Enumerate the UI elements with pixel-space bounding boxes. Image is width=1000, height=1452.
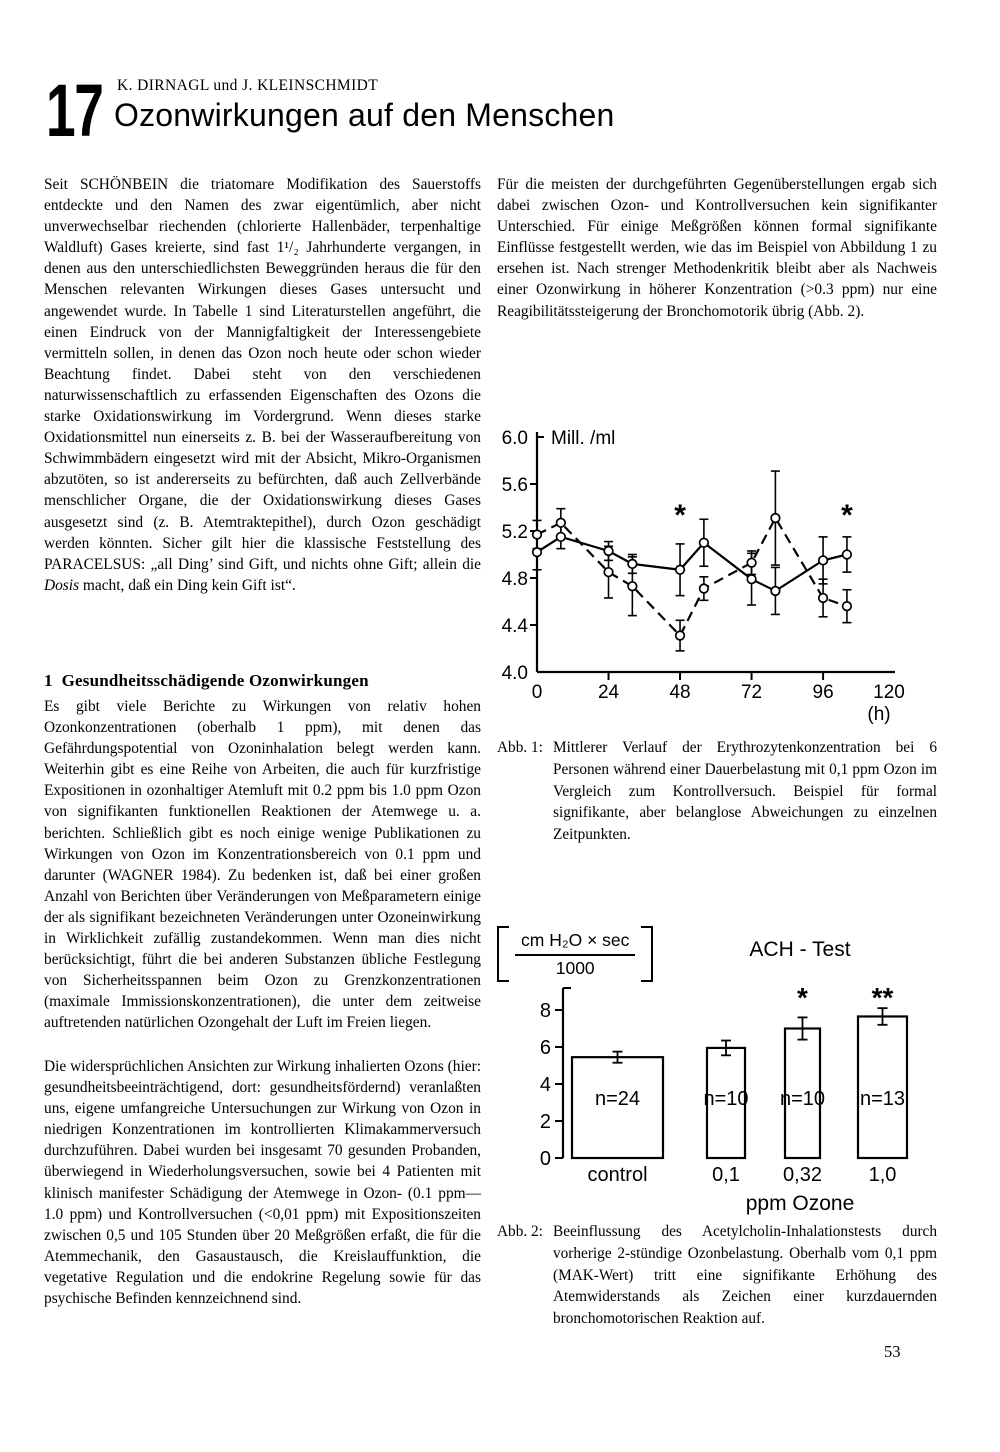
svg-text:48: 48 [669,682,691,703]
fig2-unit-label [497,926,653,982]
svg-text:6: 6 [539,1037,551,1059]
left-bracket [497,926,509,982]
fig1-chart [497,420,937,732]
fig2-caption-text: Beeinflussung des Acetylcholin-Inhalationstests durch vorherige 2-stündige Ozonbelastung. Oberhalb vom 0,1 ppm (MAK-Wert) tritt eine signifikante Erhöhung des Atemwiderstands als Zeichen einer kurzdauernden bronchomotorischen Reaktion auf. [553,1223,937,1328]
svg-text:n=10: n=10 [779,1088,826,1110]
svg-text:5.6: 5.6 [501,475,528,496]
svg-text:*: * [841,498,853,532]
svg-text:*: * [674,498,686,532]
svg-text:n=10: n=10 [703,1088,749,1110]
unit-fraction [509,926,641,982]
unit-numerator: cm H₂O × sec [515,929,635,956]
svg-text:control: control [587,1164,648,1186]
authors-line: K. DIRNAGL und J. KLEINSCHMIDT [117,77,379,94]
svg-text:96: 96 [812,682,834,703]
svg-text:0: 0 [531,682,543,703]
fig1-chart-svg [497,420,937,732]
svg-text:**: ** [871,982,894,1013]
left-paragraph-3: Die widersprüchlichen Ansichten zur Wirkung inhalierten Ozons (hier: gesundheitsbeeinträchtigend, dort: gesundheitsfördernd) veranlaßten uns, eigene umfangreiche Untersuchungen zur Wirkung von Ozon in niedrigen Konzentrationen im kontrollierten Klimakammerversuch durchzuführen. Dabei wurden bei insgesamt 70 gesunden Probanden, überwiegend in Wiederholungsversuchen, sowie bei 4 Patienten mit klinisch manifester Schädigung der Atemwege in Ozon- (0.1 ppm—1.0 ppm) und Kontrollversuchen (<0,01 ppm) mit Expositionszeiten zwischen 0,5 und 105 Stunden über 20 Meßgrößen erfaßt, die für die Atemmechanik, den Gasaustausch, die Kreislauffunktion, die vegetative Regulation und die endokrine Regelung sowie für das psychische Befinden kennzeichnend sind. [44,1058,481,1308]
svg-text:*: * [797,982,808,1013]
svg-text:8: 8 [539,1000,551,1022]
svg-text:1,0: 1,0 [868,1164,897,1186]
section-heading: 1 Gesundheitsschädigende Ozonwirkungen [44,671,369,690]
svg-text:5.2: 5.2 [501,522,528,543]
left-paragraph-2: Es gibt viele Berichte zu Wirkungen von relativ hohen Ozonkonzentrationen (oberhalb 1 ppm), mit denen das Gefährdungspotential von Ozoninhalation belegt werden kann. Weiterhin gibt es eine Reihe von Arbeiten, die auch für kurzfristige Expositionen in ozonhaltiger Atemluft mit 0.2 ppm bis 1.0 ppm Ozon von signifikanten funktionellen Reaktionen der Atemwege u. a. berichten. Schließlich gibt es noch einige wenige Publikationen zu Wirkungen von Ozon im Konzentrationsbereich von 0.1 ppm und darunter (WAGNER 1984). Zu bedenken ist, daß bei einer großen Anzahl von Berichten über Veränderungen von Meßparametern einige der als signifikant bezeichneten Veränderungen unter Ozoneinwirkung in Wirklichkeit zufällig zustandekommen. Wenn man dies nicht berücksichtigt, führt die bei anderen Substanzen übliche Festlegung von Sicherheitsspannen beim Ozon zu Grenzkonzentrationen (maximale Immissionskonzentrationen), die unter dem zeitweise auftretenden natürlichen Ozongehalt der Luft im Freien liegen. [44,698,481,1032]
svg-text:4.8: 4.8 [501,569,528,590]
svg-text:24: 24 [597,682,620,703]
right-paragraph-1: Für die meisten der durchgeführten Gegenüberstellungen ergab sich dabei zwischen Ozon- und Kontrollversuchen kein signifikanter Unterschied. Für einige Meßgrößen können formal signifikante Einflüsse festgestellt werden, wie das im Beispiel von Abbildung 1 zu ersehen ist. Nach strenger Methodenkritik bleibt aber als Nachweis einer Ozonwirkung in höherer Konzentration (>0.3 ppm) nur eine Reagibilitätssteigerung der Bronchomotorik übrig (Abb. 2). [497,176,937,320]
svg-text:n=24: n=24 [594,1088,641,1110]
left-paragraph-1-italic-dosis: Dosis [44,576,80,594]
svg-text:0: 0 [539,1148,551,1170]
left-paragraph-1-text-a: Seit SCHÖNBEIN die triatomare Modifikation des Sauerstoffs entdeckte und den Namen des zwar eigentümlich, aber nicht unverwechselbar riechenden (chlorierte Hallenbäder, terpenhaltige Waldluft) Gases kreierte, sind fast 1¹/₂ Jahrhunderte vergangen, in denen aus den unterschiedlichsten Beweggründen heraus die für den Menschen relevanten Wirkungen dieses Gases untersucht und angewendet wurde. In Tabelle 1 sind Literaturstellen angeführt, die einen Eindruck von der Mannigfaltigkeit der Interessengebiete vermitteln sollen, in denen das Ozon noch heute oder schon wieder Beachtung findet. Dabei steht von den verschiedenen naturwissenschaftlich zu erfassenden Eigenschaften des Ozons die starke Oxidationswirkung im Vordergrund. Wenn dieses starke Oxidationsmittel nun einerseits z. B. bei der Wasseraufbereitung von Schwimmbädern eingesetzt wird mit der Absicht, Mikro-Organismen abzutöten, so ist andererseits zu befürchten, daß auch Zellverbände menschlicher Organe, die der Oxidationswirkung dieses Gases ausgesetzt sind (z. B. Atemtraktepithel), durch Ozon geschädigt werden könnten. Sicher gilt hier die klassische Feststellung des PARACELSUS: „all Ding’ sind Gift, und nichts ohne Gift; allein die [44,176,481,573]
svg-text:0,32: 0,32 [783,1164,822,1186]
svg-text:ppm Ozone: ppm Ozone [745,1192,855,1215]
page-title: Ozonwirkungen auf den Menschen [114,97,615,133]
right-bracket [641,926,653,982]
fig1-caption-text: Mittlerer Verlauf der Erythrozytenkonzentration bei 6 Personen während einer Dauerbelastung mit 0,1 ppm Ozon im Vergleich zum Kontrollversuch. Beispiel für formal signifikante, aber belanglose Abweichungen zu einzelnen Zeitpunkten. [553,739,937,844]
svg-text:4.0: 4.0 [501,663,528,684]
svg-text:2: 2 [539,1111,551,1133]
fig1-caption [497,737,937,846]
chapter-number: 17 [46,69,103,152]
page-number: 53 [884,1342,901,1361]
svg-text:4.4: 4.4 [501,616,528,637]
svg-text:4: 4 [539,1074,551,1096]
unit-denominator: 1000 [555,958,595,978]
left-paragraph-1 [44,174,481,596]
svg-text:(h): (h) [867,704,891,725]
fig1-caption-label: Abb. 1: [497,739,543,756]
svg-text:6.0: 6.0 [501,428,528,449]
svg-text:0,1: 0,1 [712,1164,740,1186]
svg-text:ACH - Test: ACH - Test [749,938,851,961]
svg-text:72: 72 [740,682,763,703]
fig2-caption-label: Abb. 2: [497,1223,543,1240]
left-paragraph-1-text-b: macht, daß ein Ding kein Gift ist“. [79,576,296,594]
svg-text:Mill. /ml: Mill. /ml [551,428,616,449]
svg-text:120: 120 [873,682,905,703]
svg-text:n=13: n=13 [859,1088,906,1110]
fig2-caption [497,1221,937,1330]
